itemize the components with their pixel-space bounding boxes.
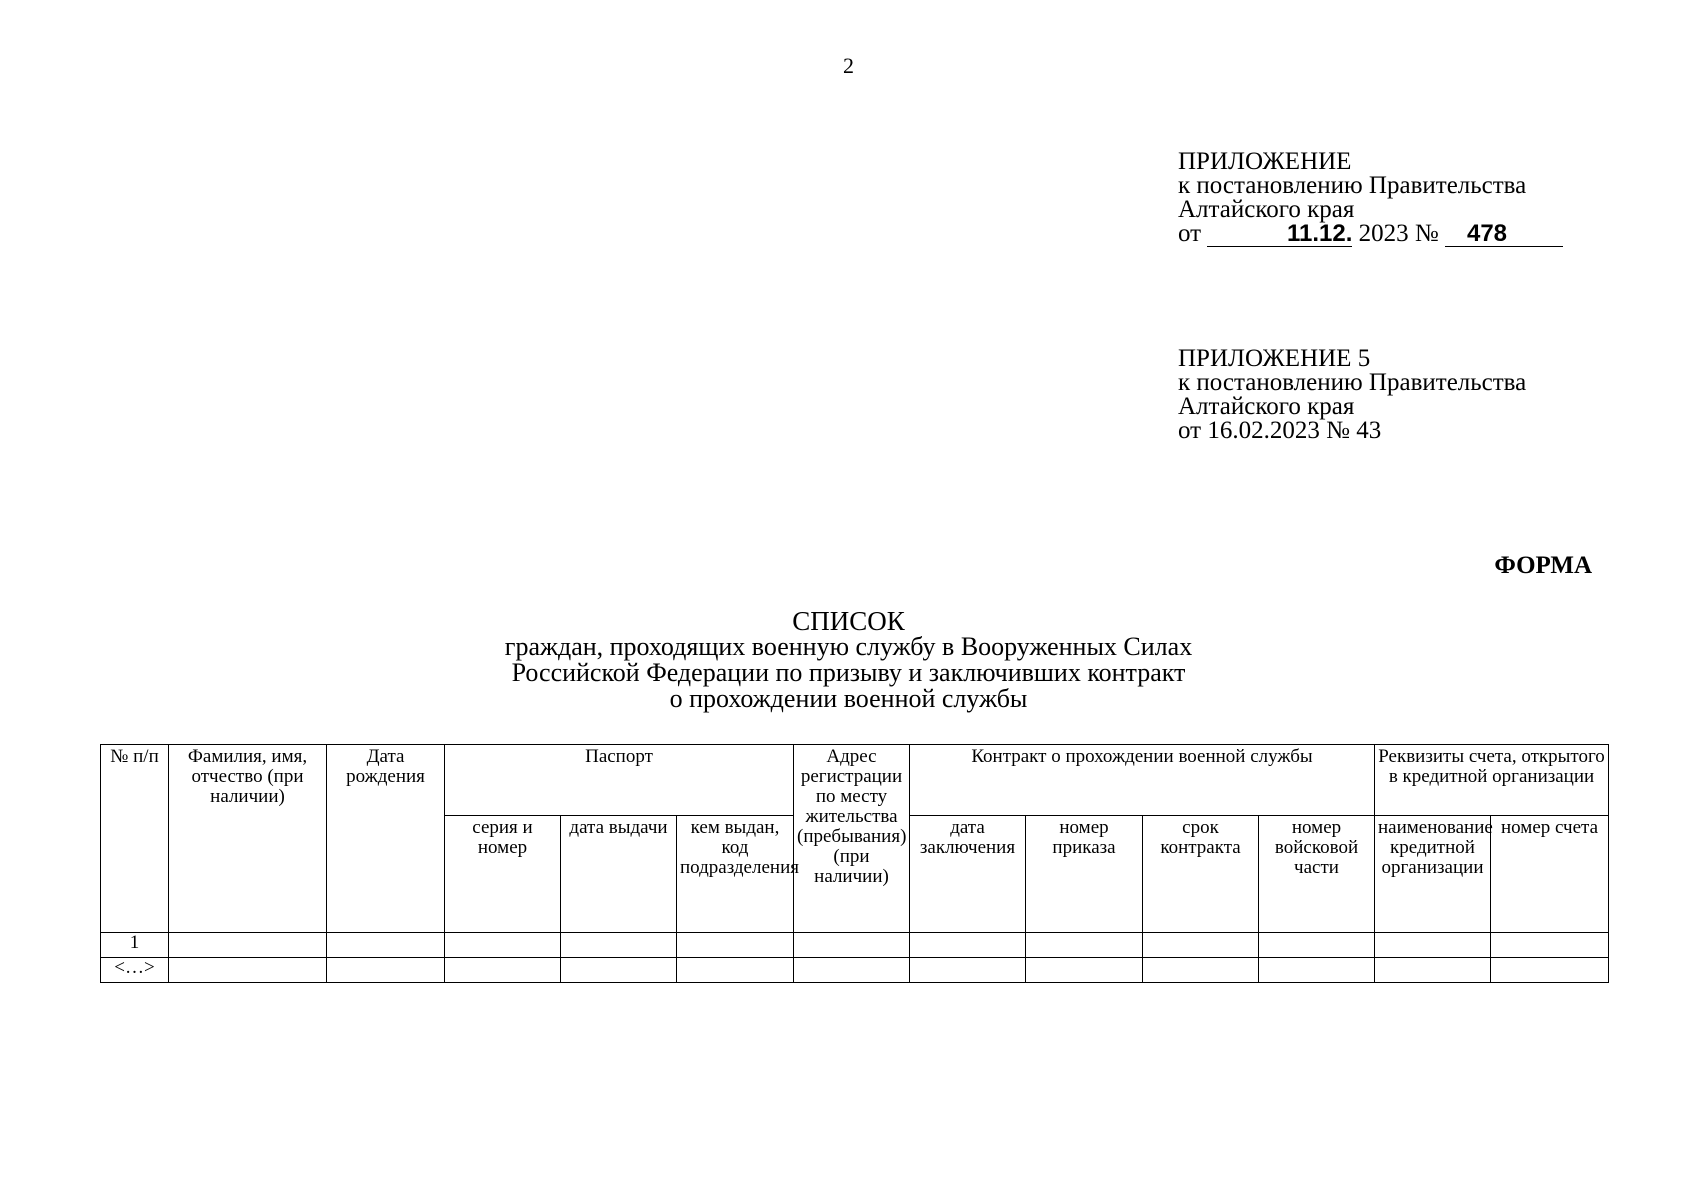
- title-main: СПИСОК: [792, 606, 905, 636]
- header-bank-account: номер счета: [1491, 816, 1609, 933]
- table-cell: [1143, 933, 1259, 958]
- table-cell: [169, 958, 327, 983]
- header-passport-series: серия и номер: [445, 816, 561, 933]
- table-cell: [794, 958, 910, 983]
- table-cell: [1143, 958, 1259, 983]
- table-row: [101, 958, 1609, 983]
- appendix-block-current: [1178, 150, 1563, 247]
- date-value: 11.12.: [1207, 222, 1352, 247]
- header-bank-group: Реквизиты счета, открытого в кредитной организации: [1375, 745, 1609, 816]
- page-number: 2: [843, 53, 854, 78]
- header-birth-date: Дата рождения: [327, 745, 445, 933]
- table-cell: [910, 933, 1026, 958]
- table-cell: [1026, 933, 1143, 958]
- citizens-table: [100, 744, 1609, 983]
- appendix-heading: ПРИЛОЖЕНИЕ: [1178, 148, 1352, 175]
- table-cell: [1259, 933, 1375, 958]
- document-title: [0, 608, 1697, 712]
- header-passport-group: Паспорт: [445, 745, 794, 816]
- table-cell: [1491, 933, 1609, 958]
- appendix-line: к постановлению Правительства: [1178, 172, 1527, 199]
- title-line: о прохождении военной службы: [669, 684, 1028, 713]
- header-contract-term: срок контракта: [1143, 816, 1259, 933]
- appendix-line: к постановлению Правительства: [1178, 369, 1527, 396]
- header-bank-name: наименование кредитной организации: [1375, 816, 1491, 933]
- table-row: [101, 933, 1609, 958]
- table-cell: [445, 933, 561, 958]
- header-full-name: Фамилия, имя, отчество (при наличии): [169, 745, 327, 933]
- appendix-line: Алтайского края: [1178, 393, 1355, 420]
- appendix-date-line: [1178, 222, 1563, 247]
- table-cell: [169, 933, 327, 958]
- appendix-line: от 16.02.2023 № 43: [1178, 417, 1382, 444]
- table-cell: [1026, 958, 1143, 983]
- header-contract-group: Контракт о прохождении военной службы: [910, 745, 1375, 816]
- row-number-cell: 1: [101, 933, 169, 958]
- appendix-line: Алтайского края: [1178, 196, 1355, 223]
- title-line: Российской Федерации по призыву и заключивших контракт: [511, 658, 1186, 687]
- appendix-heading: ПРИЛОЖЕНИЕ 5: [1178, 345, 1371, 372]
- table-cell: [1375, 958, 1491, 983]
- table-cell: [327, 958, 445, 983]
- table-cell: [1259, 958, 1375, 983]
- table-cell: [561, 958, 677, 983]
- table-cell: [1491, 958, 1609, 983]
- table-cell: [677, 933, 794, 958]
- number-sign: №: [1414, 220, 1439, 247]
- header-row-number: № п/п: [101, 745, 169, 933]
- table-cell: [677, 958, 794, 983]
- number-value: 478: [1445, 222, 1563, 247]
- table-cell: [445, 958, 561, 983]
- table-cell: [561, 933, 677, 958]
- table-cell: [794, 933, 910, 958]
- header-military-unit: номер войсковой части: [1259, 816, 1375, 933]
- header-passport-issuer: кем выдан, код подразделения: [677, 816, 794, 933]
- table-cell: [327, 933, 445, 958]
- year: 2023: [1358, 220, 1409, 247]
- appendix-block-original: [1178, 347, 1526, 443]
- table-cell: [910, 958, 1026, 983]
- header-contract-date: дата заключения: [910, 816, 1026, 933]
- row-number-cell: <…>: [101, 958, 169, 983]
- table-cell: [1375, 933, 1491, 958]
- header-contract-order: номер приказа: [1026, 816, 1143, 933]
- header-passport-date: дата выдачи: [561, 816, 677, 933]
- title-line: граждан, проходящих военную службу в Вооруженных Силах: [504, 632, 1193, 661]
- form-label: ФОРМА: [1494, 552, 1592, 579]
- header-address: Адрес регистрации по месту жительства (пребывания) (при наличии): [794, 745, 910, 933]
- date-prefix: от: [1178, 220, 1202, 247]
